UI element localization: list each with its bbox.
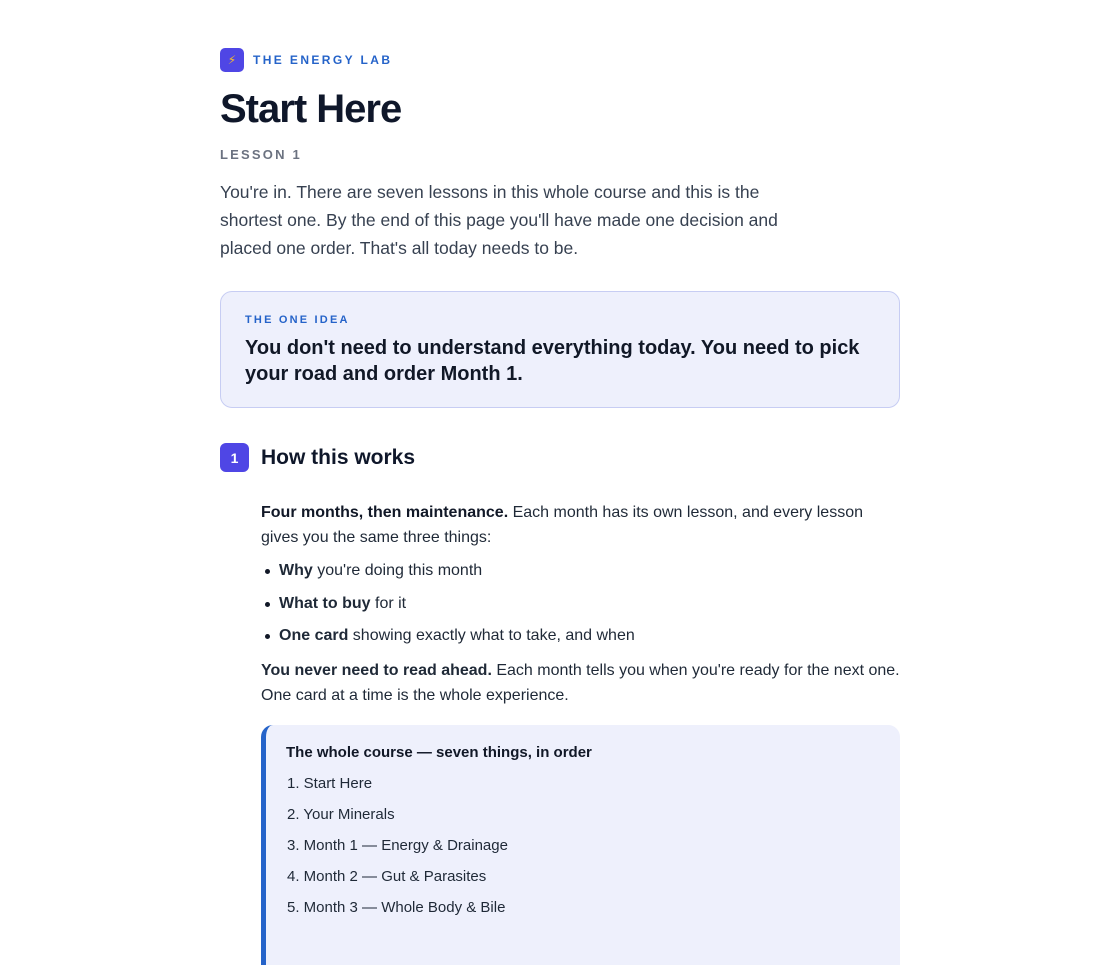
three-things-list bbox=[261, 560, 900, 647]
one-idea-label: THE ONE IDEA bbox=[245, 314, 350, 326]
paragraph-emphasis: You never need to read ahead. bbox=[261, 661, 492, 679]
course-outline-list bbox=[286, 773, 900, 918]
list-item: 3. Month 1 — Energy & Drainage bbox=[287, 836, 508, 854]
lesson-label: LESSON 1 bbox=[220, 147, 302, 162]
list-item-emphasis: One card bbox=[279, 627, 349, 644]
brand-header bbox=[220, 47, 900, 72]
list-item: 2. Your Minerals bbox=[287, 805, 395, 823]
step-number-badge: 1 bbox=[220, 443, 249, 472]
page-title: Start Here bbox=[220, 87, 402, 131]
list-item: 1. Start Here bbox=[287, 774, 373, 792]
list-item-emphasis: Why bbox=[279, 562, 313, 579]
how-it-works-paragraph bbox=[261, 500, 900, 550]
paragraph-emphasis: Four months, then maintenance. bbox=[261, 504, 509, 521]
list-item: 5. Month 3 — Whole Body & Bile bbox=[287, 898, 506, 916]
read-ahead-paragraph bbox=[261, 658, 900, 708]
lightning-icon: ⚡ bbox=[220, 48, 244, 72]
course-outline-card bbox=[261, 725, 900, 965]
section-header bbox=[220, 443, 900, 472]
section-title: How this works bbox=[261, 445, 416, 469]
list-item bbox=[261, 593, 900, 615]
one-idea-card bbox=[220, 291, 900, 408]
list-item-text: for it bbox=[370, 594, 407, 612]
list-item bbox=[261, 625, 900, 647]
list-item-text: showing exactly what to take, and when bbox=[348, 627, 635, 644]
list-item: 4. Month 2 — Gut & Parasites bbox=[287, 867, 487, 885]
one-idea-text: You don't need to understand everything today. You need to pick your road and order Month 1. bbox=[245, 337, 860, 385]
course-outline-title: The whole course — seven things, in order bbox=[286, 743, 592, 761]
list-item-text: you're doing this month bbox=[312, 562, 483, 579]
section-body bbox=[261, 500, 900, 965]
list-item bbox=[261, 560, 900, 582]
list-item-emphasis: What to buy bbox=[279, 594, 371, 612]
paragraph-text: Each month tells you when you're ready for the next one. One card at a time is the whole experience. bbox=[261, 661, 900, 704]
paragraph-text: Each month has its own lesson, and every lesson gives you the same three things: bbox=[261, 504, 863, 546]
intro-paragraph: You're in. There are seven lessons in this whole course and this is the shortest one. By the end of this page you'll have made one decision and placed one order. That's all today needs to be. bbox=[220, 182, 778, 258]
lesson-page bbox=[220, 0, 900, 965]
brand-name: THE ENERGY LAB bbox=[253, 52, 393, 67]
